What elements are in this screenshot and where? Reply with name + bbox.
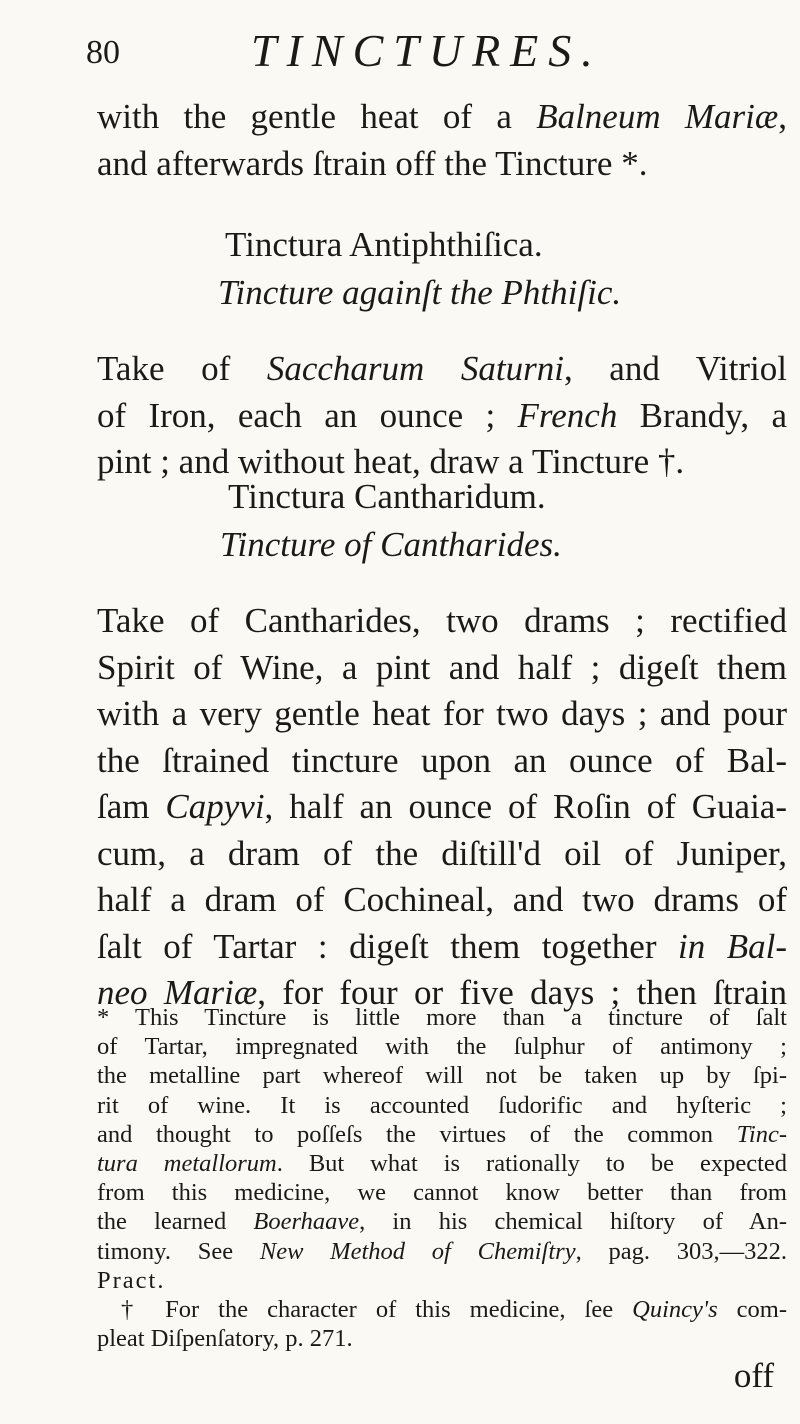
catchword: off [733, 1356, 774, 1395]
text-line: cum, a dram of the diſtill'd oil of Juniper, [97, 833, 787, 873]
recipe-paragraph [97, 598, 787, 1017]
footnote-line: the metalline part whereof will not be taken up by ſpi- [97, 1062, 787, 1090]
text-line: Take of Cantharides, two drams ; rectified [97, 601, 787, 640]
footnote-line: of Tartar, impregnated with the ſulphur of antimony ; [97, 1033, 787, 1061]
page-number: 80 [86, 34, 120, 71]
text-line: and afterwards ſtrain off the Tincture *. [97, 143, 648, 183]
footnote-line: tura metallorum. But what is rationally to be expected [97, 1150, 788, 1178]
footnote-line: and thought to poſſeſs the virtues of the common Tinc- [97, 1120, 787, 1148]
text-line: Spirit of Wine, a pint and half ; digeſt them [97, 647, 787, 687]
text-line: the ſtrained tincture upon an ounce of Bal- [97, 740, 787, 780]
recipe-paragraph [97, 346, 787, 486]
footnote-line: Pract. [97, 1266, 166, 1294]
recipe-latin-title: Tinctura Antiphthiſica. [225, 225, 543, 264]
text-line: with the gentle heat of a Balneum Mariæ, [97, 97, 787, 136]
page-header [86, 24, 766, 84]
text-line: ſalt of Tartar : digeſt them together in Bal- [97, 926, 788, 966]
footnote-line: † For the character of this medicine, ſee Quincy's com- [121, 1296, 787, 1324]
recipe-english-title: Tincture againſt the Phthiſic. [218, 273, 622, 312]
text-line: half a dram of Cochineal, and two drams of [97, 880, 787, 919]
text-line: ſam Capyvi, half an ounce of Roſin of Guaia- [97, 787, 788, 826]
text-line: with a very gentle heat for two days ; and pour [97, 694, 787, 733]
footnote-line: from this medicine, we cannot know better than from [97, 1179, 787, 1207]
footnote-line: timony. See New Method of Chemiſtry, pag. 303,—322. [97, 1237, 787, 1265]
recipe-english-title: Tincture of Cantharides. [220, 525, 562, 564]
recipe-latin-title: Tinctura Cantharidum. [228, 477, 546, 516]
footnote-line: the learned Boerhaave, in his chemical hiſtory of An- [97, 1208, 787, 1236]
opening-paragraph [97, 94, 787, 187]
text-line: pint ; and without heat, draw a Tincture †. [97, 442, 685, 481]
footnote-line: pleat Diſpenſatory, p. 271. [97, 1325, 353, 1353]
running-title: TINCTURES. [251, 25, 603, 76]
text-line: of Iron, each an ounce ; French Brandy, a [97, 395, 788, 435]
footnote-line: rit of wine. It is accounted ſudorific and hyſteric ; [97, 1091, 787, 1119]
footnotes [97, 1003, 787, 1353]
text-line: neo Mariæ, for four or five days ; then ſtrain [97, 973, 787, 1012]
footnote-line: * This Tincture is little more than a tincture of ſalt [97, 1004, 787, 1031]
text-line: Take of Saccharum Saturni, and Vitriol [97, 349, 787, 388]
